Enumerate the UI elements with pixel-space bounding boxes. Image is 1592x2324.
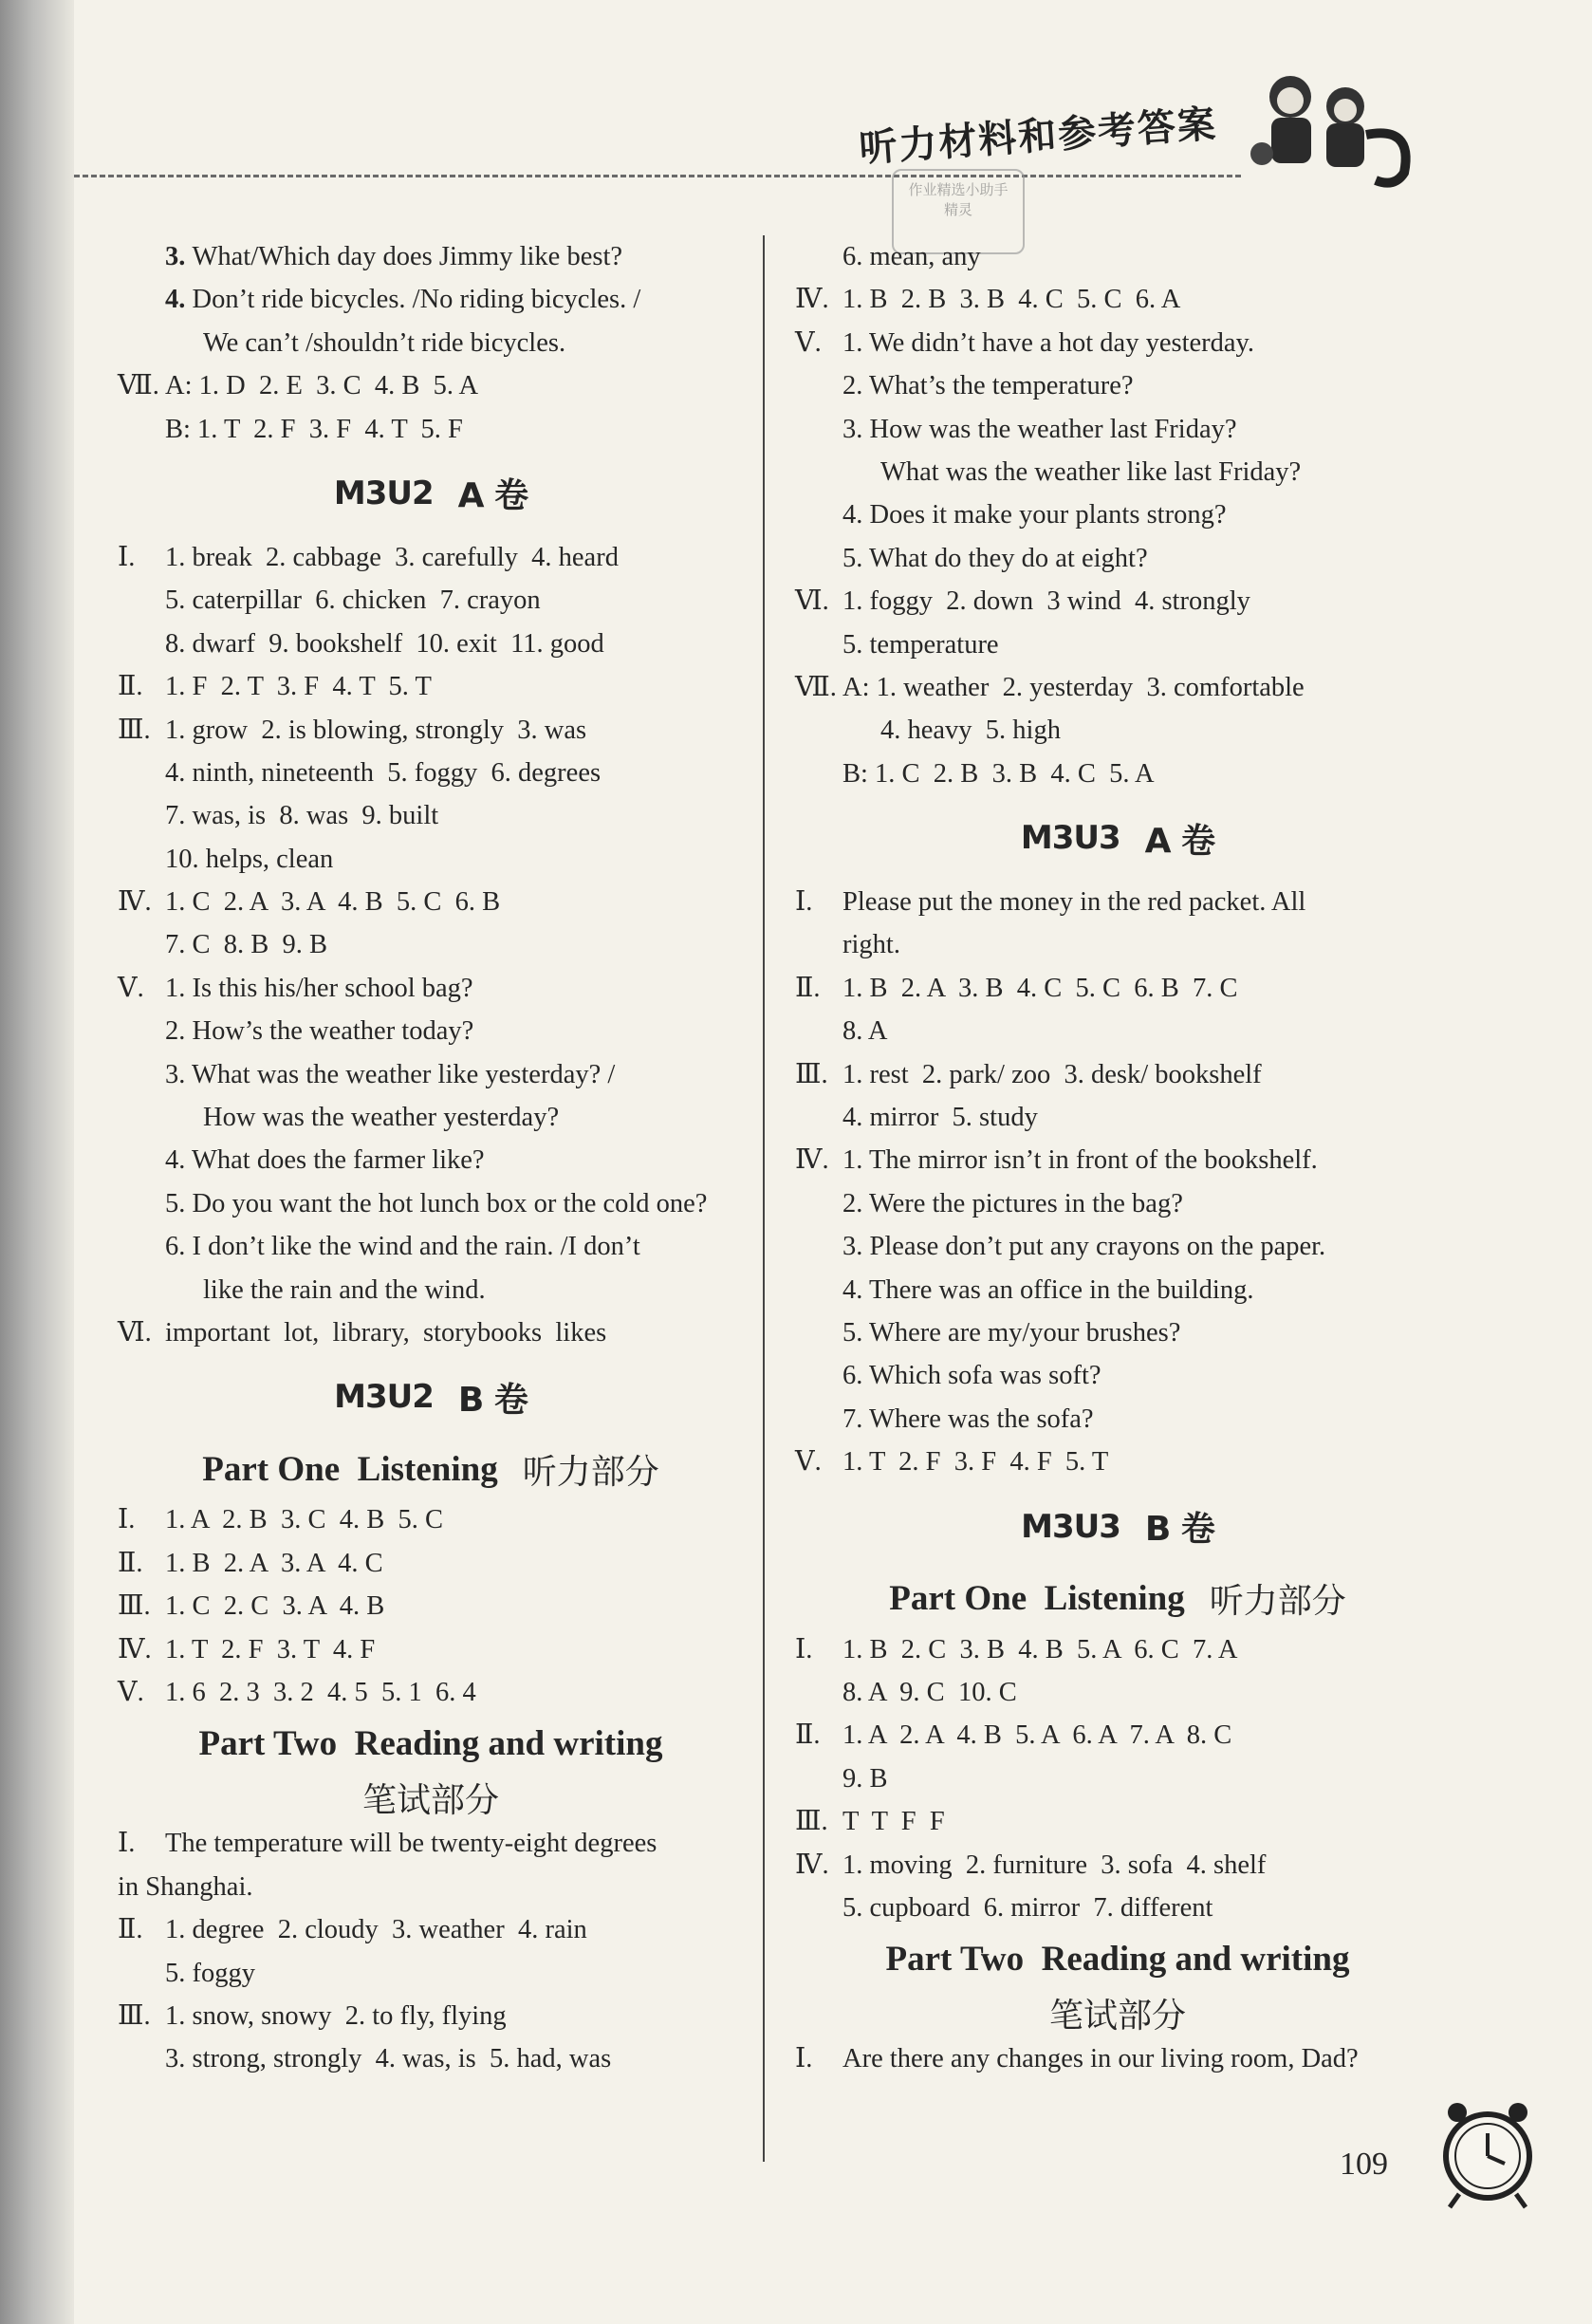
answer-text: 4. There was an office in the building. (842, 1274, 1254, 1305)
answer-text: 1. C 2. A 3. A 4. B 5. C 6. B (165, 887, 501, 918)
answer-text: 1. We didn’t have a hot day yesterday. (842, 327, 1255, 358)
answer-line (795, 881, 1440, 923)
answer-text: right. (842, 930, 900, 960)
answer-text: like the rain and the wind. (203, 1274, 486, 1305)
answer-line (795, 278, 1440, 321)
answer-line (118, 1269, 744, 1311)
section-heading (795, 795, 1440, 881)
answer-line (118, 794, 744, 837)
answer-text: 8. A (842, 1016, 888, 1047)
page-edge-shadow (0, 0, 74, 2324)
answer-text: How was the weather yesterday? (203, 1103, 560, 1133)
answer-text: 5. What do they do at eight? (842, 543, 1148, 573)
answer-line (795, 709, 1440, 752)
answer-text: 7. was, is 8. was 9. built (165, 801, 439, 831)
part-subtitle-cn: 笔试部分 (361, 1780, 499, 1820)
roman-numeral: Ⅴ. (118, 1677, 144, 1707)
answer-line (118, 1585, 744, 1627)
right-column (795, 235, 1440, 2081)
answer-line (118, 364, 744, 407)
answer-line (795, 408, 1440, 451)
answer-line (118, 1866, 744, 1908)
answer-line (795, 322, 1440, 364)
answer-line (795, 1757, 1440, 1800)
part-title: Part Two Reading and writing (198, 1723, 663, 1763)
section-unit: M3U2 (334, 1378, 434, 1417)
cartoon-kids-icon (1233, 68, 1423, 192)
answer-text: 6. I don’t like the wind and the rain. /I don’t (165, 1232, 640, 1262)
roman-numeral: Ⅵ. (118, 1317, 152, 1348)
answer-text: 1. 6 2. 3 3. 2 4. 5 5. 1 6. 4 (165, 1677, 476, 1707)
answer-line (118, 1908, 744, 1951)
answer-line (795, 2037, 1440, 2080)
answer-line (118, 967, 744, 1010)
answer-text: 1. B 2. B 3. B 4. C 5. C 6. A (842, 285, 1181, 315)
answer-line (118, 1671, 744, 1714)
answer-line (795, 1053, 1440, 1096)
answer-text: 4. What does the farmer like? (165, 1145, 485, 1176)
answer-text: 7. Where was the sofa? (842, 1404, 1094, 1434)
answer-text: 5. Do you want the hot lunch box or the cold one? (165, 1188, 708, 1218)
answer-line (795, 1225, 1440, 1268)
answer-line (118, 1182, 744, 1225)
answer-text: 1. snow, snowy 2. to fly, flying (165, 2000, 507, 2031)
roman-numeral: Ⅰ. (795, 2044, 813, 2074)
answer-line (795, 580, 1440, 623)
answer-text: 8. dwarf 9. bookshelf 10. exit 11. good (165, 628, 604, 659)
part-heading (795, 1929, 1440, 1988)
answer-line (118, 1010, 744, 1052)
answer-text: 3. How was the weather last Friday? (842, 414, 1237, 444)
answer-text: 1. A 2. A 4. B 5. A 6. A 7. A 8. C (842, 1720, 1232, 1751)
answer-line (795, 1844, 1440, 1887)
roman-numeral: Ⅲ. (118, 2000, 151, 2031)
answer-text: 5. foggy (165, 1958, 255, 1988)
answer-line (118, 752, 744, 794)
answer-line (795, 493, 1440, 536)
roman-numeral: Ⅰ. (118, 1829, 136, 1859)
answer-text: 5. cupboard 6. mirror 7. different (842, 1892, 1213, 1923)
roman-numeral: Ⅴ. (118, 973, 144, 1003)
answer-line (795, 666, 1440, 709)
answer-text: 6. mean, any (842, 242, 981, 271)
answer-line (118, 881, 744, 923)
answer-text: 4. heavy 5. high (880, 716, 1061, 746)
answer-text: What was the weather like last Friday? (880, 456, 1302, 487)
answer-text: 5. temperature (842, 629, 999, 660)
answer-line (795, 1311, 1440, 1354)
part-title: Part Two Reading and writing (885, 1939, 1350, 1979)
roman-numeral: Ⅱ. (795, 973, 821, 1003)
answer-line (118, 1498, 744, 1541)
answer-text: 4. Does it make your plants strong? (842, 500, 1227, 530)
answer-line (118, 579, 744, 622)
roman-numeral: Ⅵ. (795, 586, 829, 617)
roman-numeral: Ⅲ. (795, 1807, 828, 1837)
roman-numeral: Ⅱ. (795, 1720, 821, 1751)
answer-line (795, 753, 1440, 795)
answer-line (795, 1441, 1440, 1483)
answer-text: T T F F (842, 1807, 945, 1837)
answer-line (795, 1354, 1440, 1397)
answer-text: 1. B 2. A 3. B 4. C 5. C 6. B 7. C (842, 973, 1238, 1003)
section-paper: B 卷 (1144, 1510, 1214, 1550)
roman-numeral: Ⅳ. (795, 1850, 829, 1880)
page-number: 109 (1340, 2147, 1388, 2182)
answer-line (118, 1053, 744, 1096)
answer-text: 1. T 2. F 3. T 4. F (165, 1634, 376, 1664)
answer-text: We can’t /shouldn’t ride bicycles. (203, 327, 566, 358)
part-subtitle-cn: 笔试部分 (1048, 1996, 1186, 2036)
section-paper: A 卷 (457, 476, 528, 516)
answer-text: The temperature will be twenty-eight degrees (165, 1829, 657, 1859)
part-heading (118, 1440, 744, 1498)
roman-numeral: Ⅳ. (118, 887, 152, 918)
answer-text: 3. What was the weather like yesterday? / (165, 1059, 616, 1089)
roman-numeral: Ⅲ. (795, 1059, 828, 1089)
answer-text: 1. degree 2. cloudy 3. weather 4. rain (165, 1915, 587, 1945)
answer-line (118, 1139, 744, 1181)
answer-text: 2. How’s the weather today? (165, 1016, 474, 1047)
answer-line (795, 1182, 1440, 1225)
answer-line (795, 1096, 1440, 1139)
answer-line (795, 967, 1440, 1010)
answer-text: Please put the money in the red packet. All (842, 887, 1306, 918)
section-unit: M3U3 (1020, 819, 1120, 858)
answer-text: important lot, library, storybooks likes (165, 1317, 607, 1348)
answer-text: 5. Where are my/your brushes? (842, 1317, 1181, 1348)
answer-text: 3. Please don’t put any crayons on the paper. (842, 1232, 1326, 1262)
answer-text: 1. C 2. C 3. A 4. B (165, 1591, 385, 1622)
roman-numeral: Ⅴ. (795, 1447, 822, 1478)
answer-line (118, 536, 744, 579)
answer-text: 10. helps, clean (165, 844, 334, 874)
roman-numeral: Ⅰ. (118, 542, 136, 572)
answer-text: 1. grow 2. is blowing, strongly 3. was (165, 715, 587, 745)
section-heading (118, 451, 744, 536)
answer-text: 5. caterpillar 6. chicken 7. crayon (165, 586, 541, 616)
answer-line (118, 408, 744, 451)
answer-line (118, 1822, 744, 1865)
answer-text: 1. The mirror isn’t in front of the bookshelf. (842, 1145, 1318, 1176)
answer-line (118, 1096, 744, 1139)
answer-text: B: 1. C 2. B 3. B 4. C 5. A (842, 758, 1155, 789)
section-paper: B 卷 (457, 1380, 528, 1420)
roman-numeral: Ⅱ. (118, 1548, 143, 1578)
answer-line (118, 1542, 744, 1585)
item-number: 3. (165, 242, 193, 271)
roman-numeral: Ⅳ. (795, 285, 829, 315)
answer-text: 2. What’s the temperature? (842, 371, 1134, 401)
part-title: Part One Listening (202, 1449, 498, 1489)
roman-numeral: Ⅰ. (118, 1505, 136, 1535)
answer-text: 7. C 8. B 9. B (165, 930, 328, 960)
answer-text: 1. Is this his/her school bag? (165, 973, 473, 1003)
item-number: 4. (165, 285, 193, 315)
answer-line (795, 451, 1440, 493)
left-column (118, 235, 744, 2081)
roman-numeral: Ⅶ. (795, 672, 837, 702)
answer-text: 1. F 2. T 3. F 4. T 5. T (165, 672, 432, 702)
roman-numeral: Ⅰ. (795, 887, 813, 918)
answer-text: 1. rest 2. park/ zoo 3. desk/ bookshelf (842, 1059, 1262, 1089)
page-header-title: 听力材料和参考答案 (858, 102, 1219, 172)
part-title: Part One Listening (889, 1579, 1185, 1619)
answer-text: in Shanghai. (118, 1871, 253, 1902)
roman-numeral: Ⅱ. (118, 672, 143, 702)
roman-numeral: Ⅳ. (795, 1145, 829, 1176)
answer-text: 3. strong, strongly 4. was, is 5. had, was (165, 2044, 612, 2074)
roman-numeral: Ⅳ. (118, 1634, 152, 1664)
answer-text: 1. A 2. B 3. C 4. B 5. C (165, 1505, 443, 1535)
part-title-cn: 听力部分 (1209, 1582, 1346, 1622)
section-unit: M3U3 (1021, 1507, 1120, 1546)
column-divider (763, 235, 765, 2162)
section-heading (118, 1354, 744, 1440)
answer-line (795, 1800, 1440, 1843)
roman-numeral: Ⅴ. (795, 327, 822, 358)
answer-line (795, 1714, 1440, 1757)
alarm-clock-icon (1431, 2088, 1545, 2211)
part-heading (795, 1570, 1440, 1628)
part-title-cn: 听力部分 (522, 1452, 659, 1492)
answer-line (795, 1139, 1440, 1181)
answer-text: 6. Which sofa was soft? (842, 1361, 1101, 1391)
answer-line (118, 1995, 744, 2037)
answer-line (795, 1671, 1440, 1714)
answer-line (118, 838, 744, 881)
answer-line (795, 1398, 1440, 1441)
answer-line (795, 1887, 1440, 1929)
answer-text: 1. B 2. C 3. B 4. B 5. A 6. C 7. A (842, 1634, 1238, 1664)
answer-text: What/Which day does Jimmy like best? (192, 242, 623, 271)
answer-text: Don’t ride bicycles. /No riding bicycles. / (192, 285, 641, 315)
answer-line (118, 2037, 744, 2080)
answer-text: 9. B (842, 1763, 888, 1794)
section-paper: A 卷 (1144, 821, 1215, 861)
answer-line (795, 923, 1440, 966)
answer-text: 1. T 2. F 3. F 4. F 5. T (842, 1447, 1109, 1478)
answer-line (795, 1269, 1440, 1311)
answer-text: 4. mirror 5. study (842, 1103, 1038, 1133)
answer-line (118, 1952, 744, 1995)
answer-text: A: 1. D 2. E 3. C 4. B 5. A (165, 371, 479, 401)
answer-line (118, 709, 744, 752)
answer-text: A: 1. weather 2. yesterday 3. comfortable (842, 672, 1305, 702)
answer-text: 1. B 2. A 3. A 4. C (165, 1548, 383, 1578)
answer-text: B: 1. T 2. F 3. F 4. T 5. F (165, 414, 463, 444)
answer-line (795, 1010, 1440, 1052)
section-unit: M3U2 (333, 474, 434, 512)
roman-numeral: Ⅶ. (118, 371, 159, 401)
roman-numeral: Ⅲ. (118, 1591, 151, 1622)
answer-line (795, 537, 1440, 580)
answer-line (118, 1225, 744, 1268)
answer-line (118, 1311, 744, 1354)
answer-text: 1. moving 2. furniture 3. sofa 4. shelf (842, 1850, 1267, 1880)
answer-text: 1. foggy 2. down 3 wind 4. strongly (842, 586, 1250, 617)
answer-line (118, 665, 744, 708)
answer-line (795, 623, 1440, 666)
answer-line (795, 1628, 1440, 1671)
roman-numeral: Ⅱ. (118, 1915, 143, 1945)
roman-numeral: Ⅰ. (795, 1634, 813, 1664)
answer-text: 4. ninth, nineteenth 5. foggy 6. degrees (165, 757, 602, 788)
answer-line (795, 364, 1440, 407)
answer-line (118, 923, 744, 966)
answer-text: 8. A 9. C 10. C (842, 1677, 1017, 1707)
answer-line (118, 235, 744, 278)
answer-line (118, 322, 744, 364)
answer-line (118, 623, 744, 665)
answer-text: 1. break 2. cabbage 3. carefully 4. heard (165, 542, 619, 572)
answer-line (795, 235, 1440, 278)
header-divider (74, 175, 1241, 177)
roman-numeral: Ⅲ. (118, 715, 151, 745)
answer-text: 2. Were the pictures in the bag? (842, 1188, 1183, 1218)
answer-line (118, 1628, 744, 1671)
part-heading (118, 1714, 744, 1773)
stamp-watermark: 作业精选小助手 精灵 (892, 169, 1025, 254)
section-heading (795, 1484, 1440, 1570)
answer-line (118, 278, 744, 321)
answer-text: Are there any changes in our living room, Dad? (842, 2044, 1359, 2074)
